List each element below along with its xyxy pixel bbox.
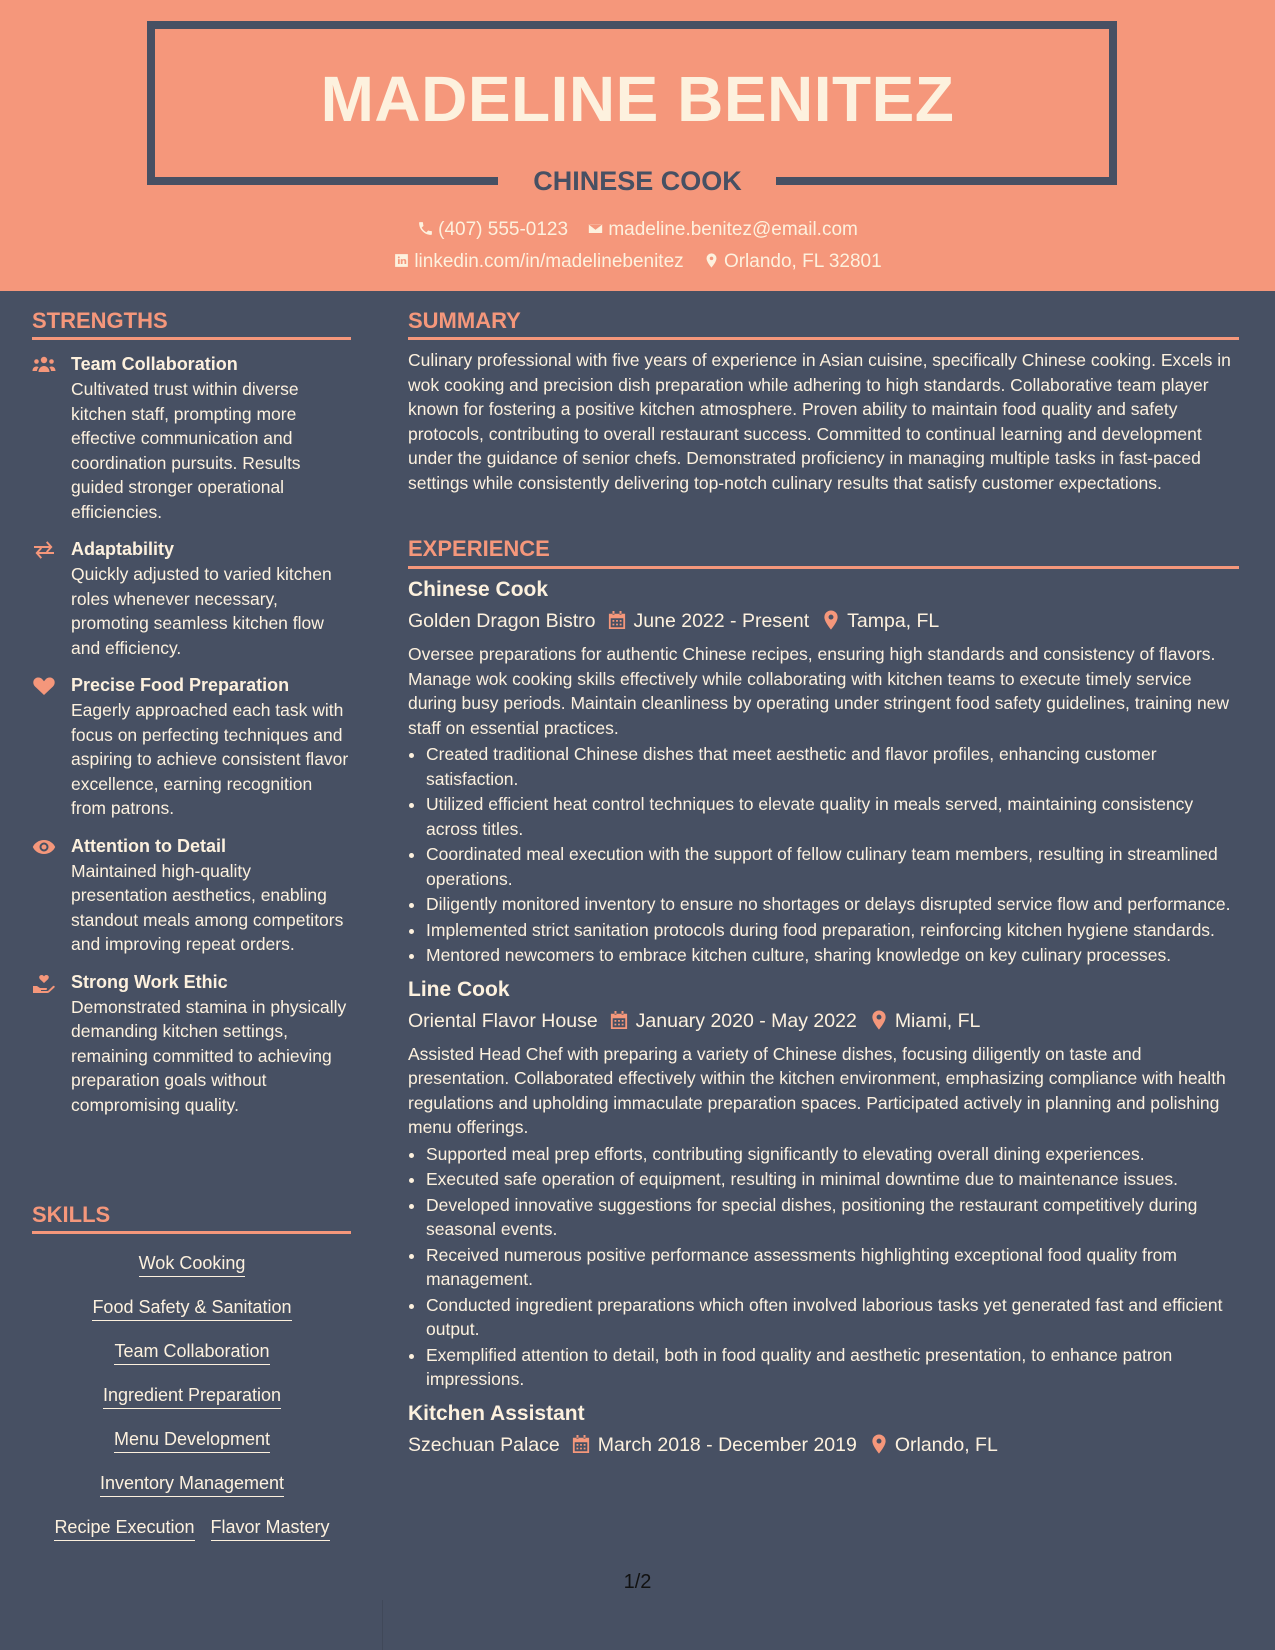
- map-pin-icon: [871, 1434, 887, 1454]
- strength-desc: Maintained high-quality presentation aesthetics, enabling standout meals among competitors and improving repeat orders.: [71, 860, 344, 954]
- job-entry: [408, 1400, 1239, 1460]
- contact-row-2: [0, 251, 1275, 273]
- company-name: Oriental Flavor House: [408, 1009, 598, 1032]
- job-entry: [408, 976, 1239, 1392]
- linkedin-text: linkedin.com/in/madelinebenitez: [414, 251, 684, 272]
- strength-item: [32, 352, 352, 524]
- skills-list: [32, 1252, 352, 1560]
- resume-header: [0, 0, 1275, 291]
- map-pin-icon: [823, 610, 839, 630]
- bullet-item: • Conducted ingredient preparations which often involved laborious tasks yet generated fast and efficient output.: [426, 1293, 1239, 1342]
- strength-item: [32, 673, 352, 821]
- summary-text: Culinary professional with five years of experience in Asian cuisine, specifically Chinese cooking. Excels in wok cooking and precision dish preparation while adhering to high standards. Collaborative team player known for fostering a positive kitchen atmosphere. Proven ability to maintain food quality and safety protocols, contributing to overall restaurant success. Committed to continual learning and development under the guidance of senior chefs. Demonstrated proficiency in managing multiple tasks in fast-paced settings while consistently delivering top-notch culinary results that satisfy customer expectations.: [408, 350, 1231, 493]
- skill-tag: Flavor Mastery: [211, 1516, 330, 1541]
- strength-title: Team Collaboration: [71, 354, 238, 374]
- job-entry: [408, 576, 1239, 968]
- job-description: Assisted Head Chef with preparing a variety of Chinese dishes, focusing diligently on taste and presentation. Collaborated effectively within the kitchen environment, emphasizing compliance with health regulations and upholding immaculate preparation spaces. Participated actively in planning and polishing menu offerings.: [408, 1043, 1226, 1137]
- job-location: Miami, FL: [894, 1009, 981, 1032]
- strength-item: [32, 834, 352, 957]
- strength-desc: Eagerly approached each task with focus on perfecting techniques and aspiring to achieve consistent flavor excellence, earning recognition from patrons.: [71, 700, 349, 818]
- bullet-item: • Exemplified attention to detail, both in food quality and aesthetic presentation, to enhance patron impressions.: [426, 1343, 1239, 1392]
- candidate-name: MADELINE BENITEZ: [320, 63, 955, 135]
- map-pin-icon: [871, 1010, 887, 1030]
- strength-title: Precise Food Preparation: [71, 675, 290, 695]
- strengths-rule: [32, 337, 351, 340]
- calendar-icon: [608, 610, 626, 630]
- page-number: 1/2: [623, 1571, 652, 1593]
- bullet-item: • Utilized efficient heat control techniques to elevate quality in meals served, maintaining consistency across titles.: [426, 792, 1239, 841]
- phone-text: (407) 555-0123: [438, 219, 569, 240]
- skill-tag: Inventory Management: [100, 1472, 284, 1497]
- job-bullets: [408, 742, 1239, 968]
- strength-title: Attention to Detail: [71, 835, 226, 856]
- strength-desc: Cultivated trust within diverse kitchen staff, prompting more effective communication and coordination pursuits. Results guided stronger operational efficiencies.: [71, 379, 301, 522]
- email-text: madeline.benitez@email.com: [608, 219, 858, 240]
- skills-heading: SKILLS: [32, 1202, 111, 1227]
- users-icon: [32, 355, 56, 375]
- strength-title: Strong Work Ethic: [71, 971, 228, 992]
- phone-contact[interactable]: [417, 219, 568, 241]
- contact-row-1: [0, 219, 1275, 241]
- bullet-item: • Implemented strict sanitation protocols during food preparation, reinforcing kitchen hygiene standards.: [426, 918, 1239, 943]
- envelope-icon: [587, 220, 604, 237]
- email-contact[interactable]: [587, 219, 858, 241]
- job-dates: June 2022 - Present: [633, 610, 810, 632]
- bullet-item: • Created traditional Chinese dishes that meet aesthetic and flavor profiles, enhancing customer satisfaction.: [426, 742, 1239, 791]
- location-text: Orlando, FL 32801: [723, 251, 882, 272]
- calendar-icon: [610, 1010, 628, 1030]
- job-description: Oversee preparations for authentic Chinese recipes, ensuring high standards and consistency of flavors. Manage wok cooking skills effectively while collaborating with kitchen teams to execute timely service during busy periods. Maintain cleanliness by operating under stringent food safety guidelines, training new staff on essential practices.: [408, 644, 1230, 738]
- candidate-title: CHINESE COOK: [533, 166, 742, 196]
- job-meta: [408, 606, 1239, 636]
- company-name: Golden Dragon Bistro: [408, 610, 596, 632]
- summary-heading: SUMMARY: [408, 308, 521, 333]
- job-location: Orlando, FL: [894, 1433, 998, 1456]
- job-bullets: [408, 1142, 1239, 1392]
- job-title: Chinese Cook: [408, 578, 549, 601]
- job-meta: [408, 1430, 1239, 1460]
- heart-icon: [32, 676, 56, 696]
- linkedin-icon: [393, 252, 410, 269]
- hand-heart-icon: [32, 973, 56, 993]
- strength-desc: Quickly adjusted to varied kitchen roles whenever necessary, promoting seamless kitchen flow and efficiency.: [71, 564, 332, 658]
- skill-tag: Wok Cooking: [139, 1252, 246, 1277]
- location-contact: [703, 251, 882, 273]
- job-meta: [408, 1006, 1239, 1036]
- skill-tag: Food Safety & Sanitation: [92, 1296, 291, 1321]
- strength-title: Adaptability: [71, 539, 175, 559]
- bullet-item: • Received numerous positive performance assessments highlighting exceptional food quality from management.: [426, 1243, 1239, 1292]
- strength-desc: Demonstrated stamina in physically demanding kitchen settings, remaining committed to achieving preparation goals without compromising quality.: [71, 996, 347, 1115]
- job-dates: March 2018 - December 2019: [597, 1433, 857, 1456]
- bullet-item: • Mentored newcomers to embrace kitchen culture, sharing knowledge on key culinary processes.: [426, 943, 1239, 968]
- summary-rule: [408, 337, 1239, 340]
- strengths-heading: STRENGTHS: [32, 308, 168, 333]
- job-location: Tampa, FL: [847, 610, 940, 632]
- bullet-item: • Coordinated meal execution with the support of fellow culinary team members, resulting in streamlined operations.: [426, 842, 1239, 891]
- calendar-icon: [572, 1434, 590, 1454]
- linkedin-contact[interactable]: [393, 251, 683, 273]
- bullet-item: • Developed innovative suggestions for special dishes, positioning the restaurant competitively during seasonal events.: [426, 1193, 1239, 1242]
- map-pin-icon: [703, 252, 720, 269]
- job-title: Line Cook: [408, 977, 510, 1001]
- bullet-item: • Diligently monitored inventory to ensure no shortages or delays disrupted service flow and performance.: [426, 892, 1239, 917]
- page-divider: [382, 1600, 383, 1650]
- company-name: Szechuan Palace: [408, 1433, 560, 1456]
- skill-tag: Team Collaboration: [114, 1340, 269, 1365]
- experience-rule: [408, 566, 1239, 569]
- job-dates: January 2020 - May 2022: [635, 1009, 857, 1032]
- skills-rule: [32, 1231, 351, 1234]
- strength-item: [32, 537, 352, 660]
- exchange-arrows-icon: [32, 540, 56, 560]
- skill-tag: Ingredient Preparation: [103, 1384, 281, 1409]
- experience-list: [408, 576, 1239, 1468]
- strength-item: [32, 970, 352, 1118]
- phone-icon: [417, 220, 434, 237]
- bullet-item: • Supported meal prep efforts, contributing significantly to elevating overall dining experiences.: [426, 1142, 1239, 1167]
- eye-icon: [32, 837, 56, 857]
- experience-heading: EXPERIENCE: [408, 536, 550, 561]
- skill-tag: Menu Development: [114, 1428, 270, 1453]
- job-title: Kitchen Assistant: [408, 1401, 585, 1425]
- skill-tag: Recipe Execution: [54, 1516, 194, 1541]
- strengths-list: [32, 352, 352, 1130]
- bullet-item: • Executed safe operation of equipment, resulting in minimal downtime due to maintenance issues.: [426, 1167, 1239, 1192]
